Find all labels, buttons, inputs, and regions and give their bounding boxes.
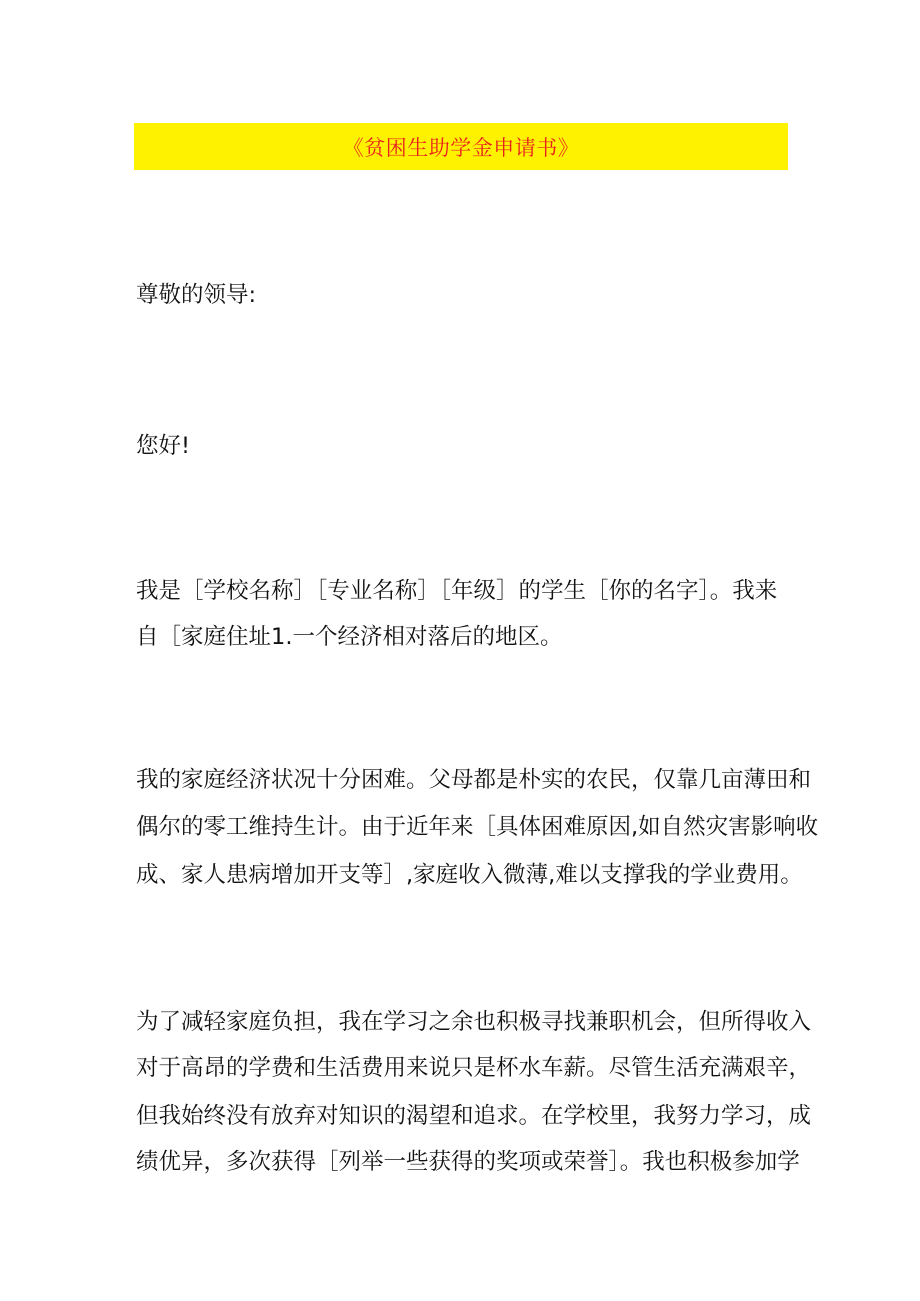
- title-highlight-band: [134, 123, 788, 170]
- paragraph-line: 偶尔的零工维持生计。由于近年来［具体困难原因,如自然灾害影响收: [136, 814, 819, 840]
- paragraph-line: 为了减轻家庭负担，我在学习之余也积极寻找兼职机会，但所得收入: [136, 1009, 812, 1035]
- paragraph-line: 我的家庭经济状况十分困难。父母都是朴实的农民，仅靠几亩薄田和: [136, 767, 812, 793]
- paragraph-line: 自［家庭住址1.一个经济相对落后的地区。: [136, 624, 563, 650]
- paragraph-line: 对于高昂的学费和生活费用来说只是杯水车薪。尽管生活充满艰辛，: [136, 1055, 812, 1081]
- paragraph-line: 但我始终没有放弃对知识的渴望和追求。在学校里，我努力学习，成: [136, 1103, 812, 1129]
- document-title: 《贫困生助学金申请书》: [342, 135, 580, 160]
- paragraph-line: 我是［学校名称］［专业名称］［年级］的学生［你的名字］。我来: [136, 578, 778, 604]
- paragraph-line: 绩优异，多次获得［列举一些获得的奖项或荣誉］。我也积极参加学: [136, 1149, 800, 1175]
- paragraph-line: 成、家人患病增加开支等］,家庭收入微薄,难以支撑我的学业费用。: [136, 862, 803, 888]
- salutation: 尊敬的领导:: [136, 282, 257, 308]
- greeting: 您好!: [136, 433, 191, 459]
